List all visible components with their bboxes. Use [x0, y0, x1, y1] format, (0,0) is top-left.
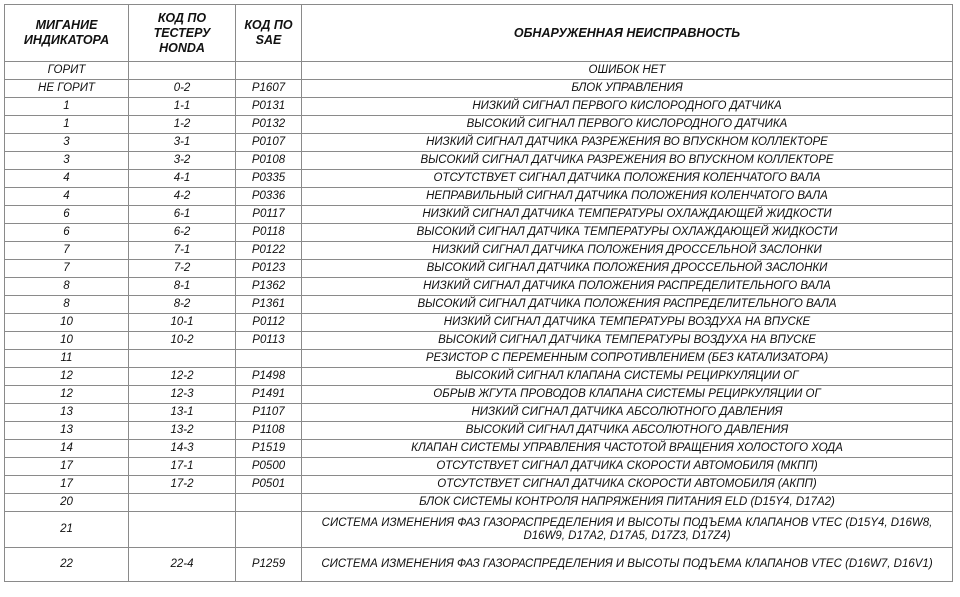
cell-indicator-blink: 17: [5, 476, 129, 494]
table-row: [5, 548, 953, 582]
cell-fault-description: НИЗКИЙ СИГНАЛ ДАТЧИКА РАЗРЕЖЕНИЯ ВО ВПУСКНОМ КОЛЛЕКТОРЕ: [302, 134, 953, 152]
cell-indicator-blink: 6: [5, 206, 129, 224]
cell-honda-code: 4-2: [129, 188, 236, 206]
table-row: [5, 152, 953, 170]
header-indicator-blink: МИГАНИЕ ИНДИКАТОРА: [5, 5, 129, 62]
cell-sae-code: P0132: [236, 116, 302, 134]
table-body: [5, 62, 953, 582]
cell-honda-code: 10-2: [129, 332, 236, 350]
table-row: [5, 98, 953, 116]
cell-honda-code: 12-3: [129, 386, 236, 404]
table-row: [5, 80, 953, 98]
cell-honda-code: 13-2: [129, 422, 236, 440]
cell-indicator-blink: НЕ ГОРИТ: [5, 80, 129, 98]
cell-sae-code: P1361: [236, 296, 302, 314]
cell-sae-code: [236, 350, 302, 368]
cell-sae-code: P0336: [236, 188, 302, 206]
cell-indicator-blink: 21: [5, 512, 129, 548]
cell-honda-code: 13-1: [129, 404, 236, 422]
cell-honda-code: [129, 512, 236, 548]
table-row: [5, 242, 953, 260]
cell-fault-description: ВЫСОКИЙ СИГНАЛ ДАТЧИКА ТЕМПЕРАТУРЫ ОХЛАЖДАЮЩЕЙ ЖИДКОСТИ: [302, 224, 953, 242]
cell-honda-code: 22-4: [129, 548, 236, 582]
cell-fault-description: ВЫСОКИЙ СИГНАЛ ДАТЧИКА ПОЛОЖЕНИЯ РАСПРЕДЕЛИТЕЛЬНОГО ВАЛА: [302, 296, 953, 314]
cell-indicator-blink: 1: [5, 116, 129, 134]
header-sae-code: КОД ПО SAE: [236, 5, 302, 62]
cell-sae-code: P0500: [236, 458, 302, 476]
cell-honda-code: 1-1: [129, 98, 236, 116]
cell-sae-code: P0131: [236, 98, 302, 116]
table-row: [5, 260, 953, 278]
cell-honda-code: 3-1: [129, 134, 236, 152]
table-row: [5, 188, 953, 206]
cell-honda-code: 17-1: [129, 458, 236, 476]
table-row: [5, 350, 953, 368]
table-row: [5, 206, 953, 224]
cell-honda-code: 6-1: [129, 206, 236, 224]
cell-sae-code: P1108: [236, 422, 302, 440]
cell-indicator-blink: 14: [5, 440, 129, 458]
cell-sae-code: P0112: [236, 314, 302, 332]
cell-sae-code: P1607: [236, 80, 302, 98]
cell-honda-code: 7-2: [129, 260, 236, 278]
cell-honda-code: [129, 494, 236, 512]
cell-fault-description: ВЫСОКИЙ СИГНАЛ ДАТЧИКА ПОЛОЖЕНИЯ ДРОССЕЛЬНОЙ ЗАСЛОНКИ: [302, 260, 953, 278]
cell-sae-code: P0117: [236, 206, 302, 224]
cell-fault-description: ВЫСОКИЙ СИГНАЛ ДАТЧИКА АБСОЛЮТНОГО ДАВЛЕНИЯ: [302, 422, 953, 440]
cell-fault-description: ОТСУТСТВУЕТ СИГНАЛ ДАТЧИКА ПОЛОЖЕНИЯ КОЛЕНЧАТОГО ВАЛА: [302, 170, 953, 188]
cell-indicator-blink: 13: [5, 404, 129, 422]
cell-fault-description: НИЗКИЙ СИГНАЛ ДАТЧИКА ТЕМПЕРАТУРЫ ВОЗДУХА НА ВПУСКЕ: [302, 314, 953, 332]
cell-fault-description: НИЗКИЙ СИГНАЛ ДАТЧИКА ПОЛОЖЕНИЯ ДРОССЕЛЬНОЙ ЗАСЛОНКИ: [302, 242, 953, 260]
cell-indicator-blink: 1: [5, 98, 129, 116]
table-row: [5, 332, 953, 350]
cell-honda-code: 8-1: [129, 278, 236, 296]
cell-indicator-blink: ГОРИТ: [5, 62, 129, 80]
cell-fault-description: НИЗКИЙ СИГНАЛ ПЕРВОГО КИСЛОРОДНОГО ДАТЧИКА: [302, 98, 953, 116]
cell-fault-description: СИСТЕМА ИЗМЕНЕНИЯ ФАЗ ГАЗОРАСПРЕДЕЛЕНИЯ И ВЫСОТЫ ПОДЪЕМА КЛАПАНОВ VTEC (D16W7, D16V1): [302, 548, 953, 582]
cell-sae-code: P0113: [236, 332, 302, 350]
table-row: [5, 134, 953, 152]
cell-indicator-blink: 7: [5, 260, 129, 278]
table-row: [5, 224, 953, 242]
cell-honda-code: 1-2: [129, 116, 236, 134]
cell-sae-code: P0108: [236, 152, 302, 170]
table-row: [5, 278, 953, 296]
cell-indicator-blink: 12: [5, 368, 129, 386]
cell-indicator-blink: 7: [5, 242, 129, 260]
cell-honda-code: 3-2: [129, 152, 236, 170]
table-row: [5, 62, 953, 80]
cell-indicator-blink: 8: [5, 278, 129, 296]
cell-sae-code: P1491: [236, 386, 302, 404]
cell-honda-code: 12-2: [129, 368, 236, 386]
cell-fault-description: НЕПРАВИЛЬНЫЙ СИГНАЛ ДАТЧИКА ПОЛОЖЕНИЯ КОЛЕНЧАТОГО ВАЛА: [302, 188, 953, 206]
cell-honda-code: 8-2: [129, 296, 236, 314]
cell-indicator-blink: 11: [5, 350, 129, 368]
table-row: [5, 494, 953, 512]
cell-fault-description: СИСТЕМА ИЗМЕНЕНИЯ ФАЗ ГАЗОРАСПРЕДЕЛЕНИЯ И ВЫСОТЫ ПОДЪЕМА КЛАПАНОВ VTEC (D15Y4, D16W8, D16W9, D17A2, D17A5, D17Z3, D17Z4): [302, 512, 953, 548]
cell-sae-code: P0501: [236, 476, 302, 494]
cell-indicator-blink: 22: [5, 548, 129, 582]
cell-honda-code: 17-2: [129, 476, 236, 494]
cell-fault-description: БЛОК УПРАВЛЕНИЯ: [302, 80, 953, 98]
cell-fault-description: ОТСУТСТВУЕТ СИГНАЛ ДАТЧИКА СКОРОСТИ АВТОМОБИЛЯ (МКПП): [302, 458, 953, 476]
cell-indicator-blink: 6: [5, 224, 129, 242]
cell-indicator-blink: 3: [5, 134, 129, 152]
table-row: [5, 422, 953, 440]
header-honda-code: КОД ПО ТЕСТЕРУ HONDA: [129, 5, 236, 62]
cell-honda-code: [129, 350, 236, 368]
cell-indicator-blink: 20: [5, 494, 129, 512]
cell-sae-code: P1107: [236, 404, 302, 422]
table-row: [5, 368, 953, 386]
cell-honda-code: 4-1: [129, 170, 236, 188]
cell-honda-code: 6-2: [129, 224, 236, 242]
cell-indicator-blink: 4: [5, 170, 129, 188]
table-row: [5, 458, 953, 476]
cell-sae-code: P1519: [236, 440, 302, 458]
cell-honda-code: 14-3: [129, 440, 236, 458]
cell-fault-description: ВЫСОКИЙ СИГНАЛ ДАТЧИКА ТЕМПЕРАТУРЫ ВОЗДУХА НА ВПУСКЕ: [302, 332, 953, 350]
cell-sae-code: P0107: [236, 134, 302, 152]
fault-code-table: [4, 4, 953, 582]
table-row: [5, 512, 953, 548]
cell-indicator-blink: 17: [5, 458, 129, 476]
cell-indicator-blink: 13: [5, 422, 129, 440]
cell-sae-code: [236, 494, 302, 512]
cell-indicator-blink: 4: [5, 188, 129, 206]
cell-indicator-blink: 12: [5, 386, 129, 404]
cell-sae-code: P0118: [236, 224, 302, 242]
table-row: [5, 386, 953, 404]
table-row: [5, 116, 953, 134]
cell-sae-code: P1259: [236, 548, 302, 582]
table-row: [5, 440, 953, 458]
cell-fault-description: ОТСУТСТВУЕТ СИГНАЛ ДАТЧИКА СКОРОСТИ АВТОМОБИЛЯ (АКПП): [302, 476, 953, 494]
cell-fault-description: НИЗКИЙ СИГНАЛ ДАТЧИКА ТЕМПЕРАТУРЫ ОХЛАЖДАЮЩЕЙ ЖИДКОСТИ: [302, 206, 953, 224]
cell-fault-description: РЕЗИСТОР С ПЕРЕМЕННЫМ СОПРОТИВЛЕНИЕМ (БЕЗ КАТАЛИЗАТОРА): [302, 350, 953, 368]
cell-indicator-blink: 8: [5, 296, 129, 314]
cell-honda-code: 0-2: [129, 80, 236, 98]
fault-code-table-container: [4, 4, 953, 582]
cell-sae-code: [236, 512, 302, 548]
cell-fault-description: ВЫСОКИЙ СИГНАЛ ПЕРВОГО КИСЛОРОДНОГО ДАТЧИКА: [302, 116, 953, 134]
table-row: [5, 476, 953, 494]
table-row: [5, 296, 953, 314]
cell-sae-code: P0122: [236, 242, 302, 260]
cell-fault-description: КЛАПАН СИСТЕМЫ УПРАВЛЕНИЯ ЧАСТОТОЙ ВРАЩЕНИЯ ХОЛОСТОГО ХОДА: [302, 440, 953, 458]
cell-fault-description: БЛОК СИСТЕМЫ КОНТРОЛЯ НАПРЯЖЕНИЯ ПИТАНИЯ ELD (D15Y4, D17A2): [302, 494, 953, 512]
cell-sae-code: [236, 62, 302, 80]
cell-honda-code: 7-1: [129, 242, 236, 260]
cell-sae-code: P1498: [236, 368, 302, 386]
cell-sae-code: P0335: [236, 170, 302, 188]
cell-fault-description: НИЗКИЙ СИГНАЛ ДАТЧИКА АБСОЛЮТНОГО ДАВЛЕНИЯ: [302, 404, 953, 422]
cell-fault-description: ОБРЫВ ЖГУТА ПРОВОДОВ КЛАПАНА СИСТЕМЫ РЕЦИРКУЛЯЦИИ ОГ: [302, 386, 953, 404]
cell-indicator-blink: 3: [5, 152, 129, 170]
cell-honda-code: [129, 62, 236, 80]
table-row: [5, 404, 953, 422]
cell-fault-description: ВЫСОКИЙ СИГНАЛ ДАТЧИКА РАЗРЕЖЕНИЯ ВО ВПУСКНОМ КОЛЛЕКТОРЕ: [302, 152, 953, 170]
cell-fault-description: НИЗКИЙ СИГНАЛ ДАТЧИКА ПОЛОЖЕНИЯ РАСПРЕДЕЛИТЕЛЬНОГО ВАЛА: [302, 278, 953, 296]
table-row: [5, 314, 953, 332]
table-row: [5, 170, 953, 188]
cell-sae-code: P1362: [236, 278, 302, 296]
table-header-row: [5, 5, 953, 62]
cell-honda-code: 10-1: [129, 314, 236, 332]
cell-sae-code: P0123: [236, 260, 302, 278]
cell-fault-description: ВЫСОКИЙ СИГНАЛ КЛАПАНА СИСТЕМЫ РЕЦИРКУЛЯЦИИ ОГ: [302, 368, 953, 386]
cell-indicator-blink: 10: [5, 314, 129, 332]
header-fault-description: ОБНАРУЖЕННАЯ НЕИСПРАВНОСТЬ: [302, 5, 953, 62]
cell-fault-description: ОШИБОК НЕТ: [302, 62, 953, 80]
cell-indicator-blink: 10: [5, 332, 129, 350]
